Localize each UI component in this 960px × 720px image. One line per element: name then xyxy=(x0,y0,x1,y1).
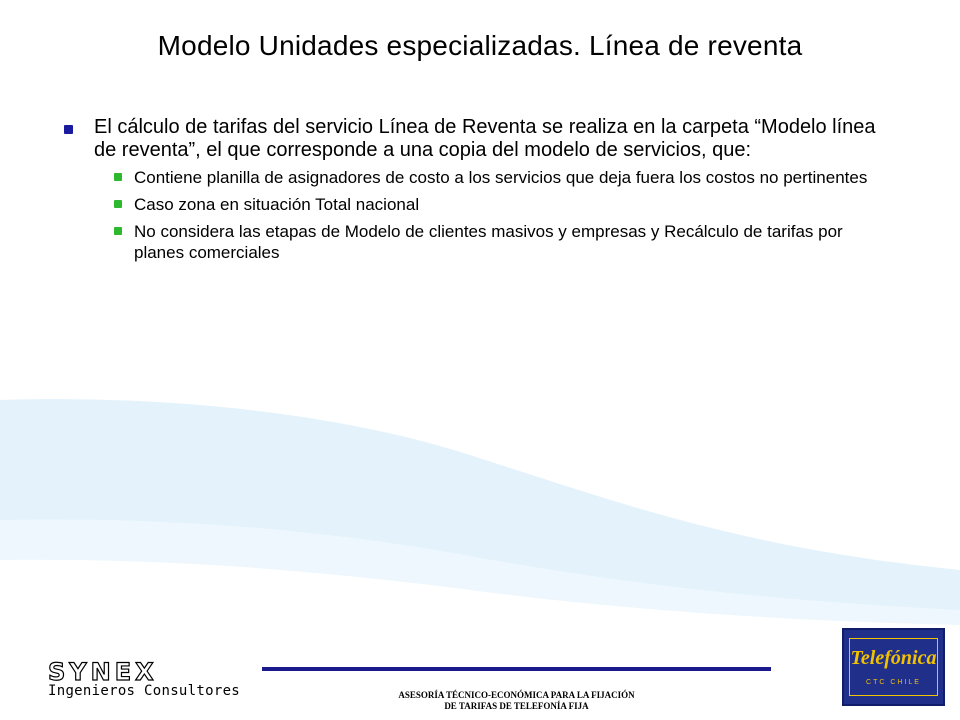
telefonica-logo-subtitle: CTC CHILE xyxy=(866,679,921,686)
sub-bullet-text: Caso zona en situación Total nacional xyxy=(134,195,420,214)
sub-bullet-square-icon xyxy=(114,173,122,181)
footer-divider xyxy=(262,667,771,671)
slide-title: Modelo Unidades especializadas. Línea de reventa xyxy=(157,30,803,61)
sub-bullet xyxy=(114,194,892,215)
sub-bullet-text: No considera las etapas de Modelo de clientes masivos y empresas y Recálculo de tarifas por planes comerciales xyxy=(134,222,843,262)
bullet-square-icon xyxy=(64,125,73,134)
synex-logo-subtitle: Ingenieros Consultores xyxy=(48,683,241,699)
sub-bullet-square-icon xyxy=(114,227,122,235)
synex-logo xyxy=(48,660,240,699)
footer-caption xyxy=(262,690,771,712)
telefonica-logo xyxy=(842,628,945,706)
slide-body xyxy=(62,116,892,269)
footer-line-1: ASESORÍA TÉCNICO-ECONÓMICA PARA LA FIJACIÓN xyxy=(398,690,635,700)
sub-bullet xyxy=(114,221,892,263)
main-bullet-text: El cálculo de tarifas del servicio Línea de Reventa se realiza en la carpeta “Modelo línea de reventa”, el que corresponde a una copia del modelo de servicios, que: xyxy=(94,116,876,161)
telefonica-logo-frame xyxy=(849,638,938,696)
telefonica-logo-name: Telefónica xyxy=(850,647,937,669)
sub-bullet-text: Contiene planilla de asignadores de costo a los servicios que deja fuera los costos no pertinentes xyxy=(134,168,868,187)
footer-line-2: DE TARIFAS DE TELEFONÍA FIJA xyxy=(444,701,589,711)
main-bullet xyxy=(62,116,892,162)
synex-logo-name: SYNEX xyxy=(48,658,158,686)
sub-bullet xyxy=(114,167,892,188)
sub-bullet-square-icon xyxy=(114,200,122,208)
sub-bullet-list xyxy=(62,167,892,263)
